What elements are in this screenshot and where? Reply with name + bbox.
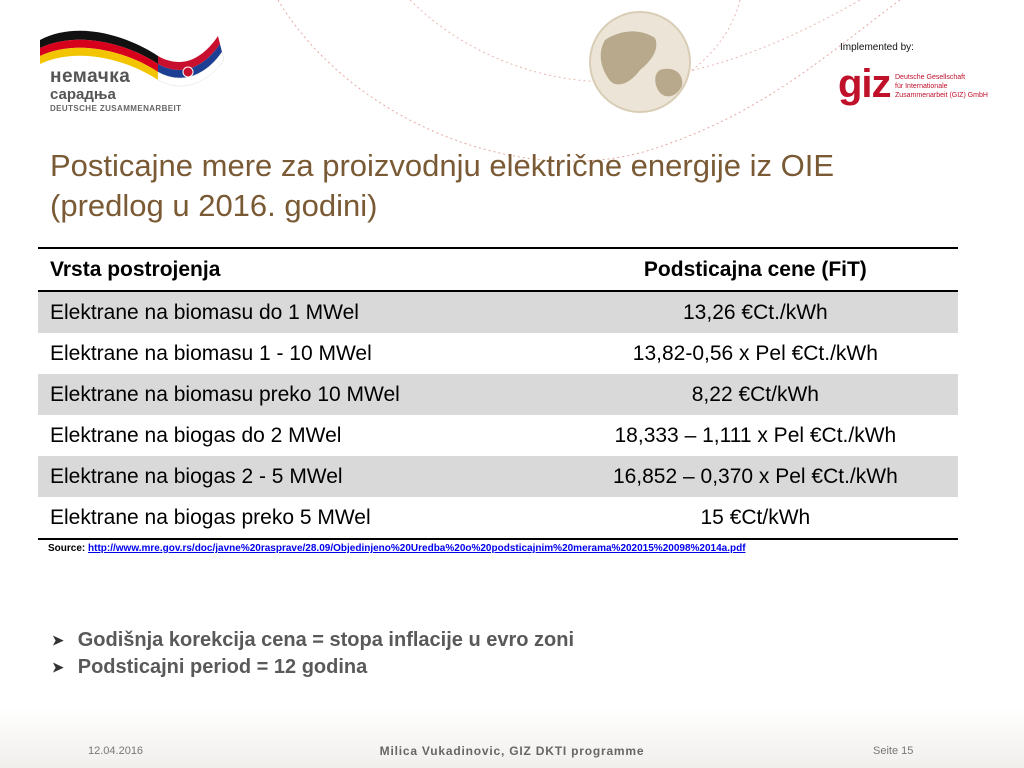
fit-cell: 18,333 – 1,111 x Pel €Ct./kWh [553, 415, 958, 456]
table-row [38, 456, 958, 497]
plant-type-cell: Elektrane na biomasu do 1 MWel [38, 291, 553, 333]
bullet-list [52, 627, 574, 681]
giz-logo-line: Deutsche Gesellschaft [895, 74, 966, 81]
bullet-item [52, 654, 574, 681]
source-label: Source: [48, 543, 86, 554]
source-link[interactable]: http://www.mre.gov.rs/doc/javne%20rasprave/28.09/Objedinjeno%20Uredba%20o%20podsticajnim%20merama%202015%20098%2014a.pdf [88, 543, 746, 554]
arrow-bullet-icon: ➤ [52, 632, 64, 648]
fit-cell: 13,26 €Ct./kWh [553, 291, 958, 333]
footer-presenter: Milica Vukadinovic, GIZ DKTI programme [379, 744, 645, 758]
table-row [38, 333, 958, 374]
giz-logo-line: Zusammenarbeit (GIZ) GmbH [895, 92, 988, 99]
plant-type-cell: Elektrane na biomasu preko 10 MWel [38, 374, 553, 415]
implemented-by-label: Implemented by: [840, 42, 914, 53]
fit-table [38, 247, 958, 540]
table-row [38, 374, 958, 415]
table-row [38, 415, 958, 456]
plant-type-cell: Elektrane na biogas 2 - 5 MWel [38, 456, 553, 497]
footer-date: 12.04.2016 [88, 745, 144, 757]
plant-type-cell: Elektrane na biogas preko 5 MWel [38, 497, 553, 539]
giz-logo-line: für Internationale [895, 83, 948, 90]
bullet-text: Podsticajni period = 12 godina [77, 656, 368, 678]
column-header-plant-type: Vrsta postrojenja [38, 248, 553, 291]
slide-title-line2: (predlog u 2016. godini) [50, 188, 378, 223]
plant-type-cell: Elektrane na biomasu 1 - 10 MWel [38, 333, 553, 374]
globe-icon [590, 12, 690, 112]
fit-cell: 16,852 – 0,370 x Pel €Ct./kWh [553, 456, 958, 497]
plant-type-cell: Elektrane na biogas do 2 MWel [38, 415, 553, 456]
logo-text-line1: немачка [50, 66, 131, 87]
footer-page-number: Seite 15 [873, 745, 914, 757]
slide-title-line1: Posticajne mere za proizvodnju električne energije iz OIE [50, 148, 834, 183]
giz-logo: giz [838, 62, 891, 106]
slide-title [50, 146, 950, 226]
footer-band [0, 707, 1024, 768]
table-header-row [38, 248, 958, 291]
arrow-bullet-icon: ➤ [52, 659, 64, 675]
logo-text-line3: DEUTSCHE ZUSAMMENARBEIT [50, 104, 182, 113]
fit-cell: 13,82-0,56 x Pel €Ct./kWh [553, 333, 958, 374]
bullet-text: Godišnja korekcija cena = stopa inflacije u evro zoni [77, 629, 575, 651]
column-header-fit: Podsticajna cene (FiT) [553, 248, 958, 291]
source-note [48, 543, 746, 554]
fit-cell: 15 €Ct/kWh [553, 497, 958, 539]
table-row [38, 291, 958, 333]
logo-text-line2: сарадња [50, 86, 116, 103]
table-row [38, 497, 958, 539]
fit-cell: 8,22 €Ct/kWh [553, 374, 958, 415]
bullet-item [52, 627, 574, 654]
